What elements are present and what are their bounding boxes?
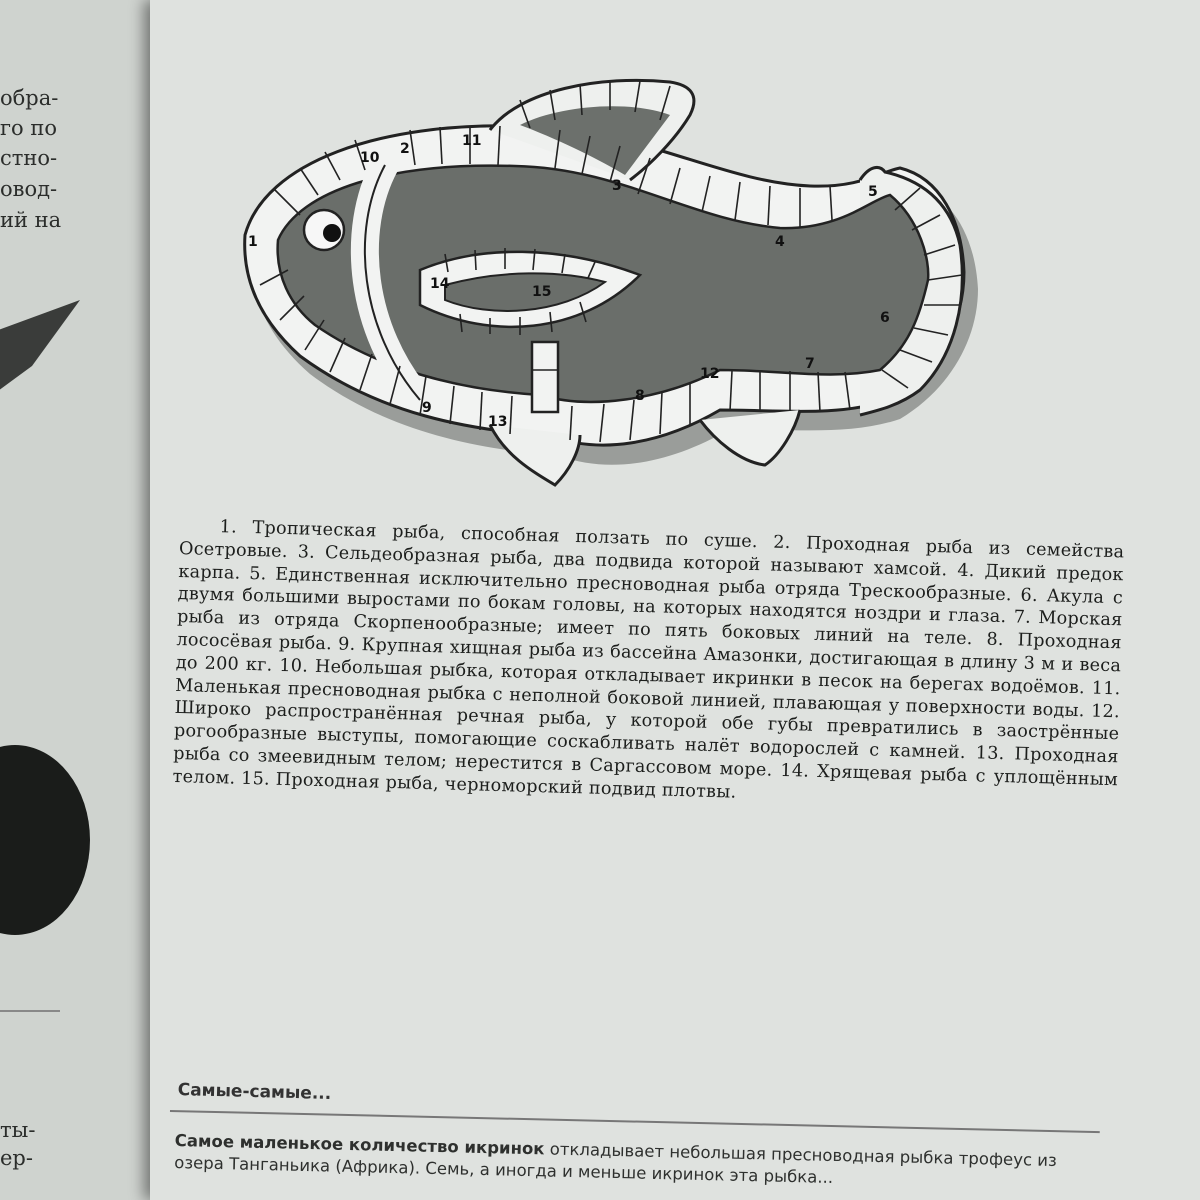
left-page-line: стно- xyxy=(0,146,58,170)
crossword-number: 8 xyxy=(635,388,645,404)
fish-pupil xyxy=(323,224,341,242)
left-page-line: обра- xyxy=(0,86,59,110)
crossword-number: 4 xyxy=(775,234,785,250)
fish-crossword xyxy=(220,70,1020,510)
crossword-number: 6 xyxy=(880,310,890,326)
section-title: Самые-самые... xyxy=(177,1080,332,1105)
left-page xyxy=(0,0,165,1200)
fact-text: откладывает небольшая пресноводная рыбка трофеус из озера Танганьика (Африка). Семь, а иногда и меньше икринок эта рыбка... xyxy=(174,1139,1058,1187)
crossword-number: 14 xyxy=(430,276,450,292)
left-page-line: ер- xyxy=(0,1146,33,1170)
left-page-line: ий на xyxy=(0,208,62,232)
left-page-illustration-dark xyxy=(0,745,90,935)
crossword-number: 15 xyxy=(532,284,552,300)
crossword-number: 3 xyxy=(612,178,622,194)
left-page-line: го по xyxy=(0,116,57,140)
fact-bold: Самое маленькое количество икринок xyxy=(174,1130,545,1159)
fact-paragraph xyxy=(174,1130,1095,1195)
left-page-illustration xyxy=(0,300,80,410)
left-page-line: овод- xyxy=(0,177,58,201)
crossword-number: 1 xyxy=(248,234,258,250)
section-rule xyxy=(170,1110,1100,1133)
crossword-number: 5 xyxy=(868,184,878,200)
crossword-number: 10 xyxy=(360,150,380,166)
crossword-number: 7 xyxy=(805,356,815,372)
word-strip-13 xyxy=(532,342,558,412)
crossword-number: 13 xyxy=(488,414,508,430)
crossword-number: 9 xyxy=(422,400,432,416)
book-page xyxy=(150,0,1200,1200)
fish-belly-fin xyxy=(490,425,580,485)
crossword-number: 11 xyxy=(462,133,482,149)
crossword-number: 2 xyxy=(400,141,410,157)
left-page-line: ты- xyxy=(0,1118,36,1142)
left-page-rule xyxy=(0,1010,60,1012)
crossword-number: 12 xyxy=(700,366,720,382)
crossword-clues: 1. Тропическая рыба, способная ползать по суше. 2. Проходная рыба из семейства Осетровые. 3. Сельдеобразная рыба, два подвида которой называют хамсой. 4. Дикий предок карпа. 5. Единственная исключительно пресноводная рыба отряда Трескообразные. 6. Акула с двумя большими выростами по бокам головы, на которых находятся ноздри и глаза. 7. Морская рыба из отряда Скорпенообразные; имеет по пять боковых линий на теле. 8. Проходная лососёвая рыба. 9. Крупная хищная рыба из бассейна Амазонки, достигающая в длину 3 м и веса до 200 кг. 10. Небольшая рыбка, которая откладывает икринки в песок на берегах водоёмов. 11. Маленькая пресноводная рыбка с неполной боковой линией, плавающая у поверхности воды. 12. Широко распространённая речная рыба, у которой обе губы превратились в заострённые рогообразные выступы, помогающие соскабливать налёт водорослей с камней. 13. Проходная рыба со змеевидным телом; нерестится в Саргассовом море. 14. Хрящевая рыба с уплощённым телом. 15. Проходная рыба, черноморский подвид плотвы. xyxy=(172,517,1125,803)
